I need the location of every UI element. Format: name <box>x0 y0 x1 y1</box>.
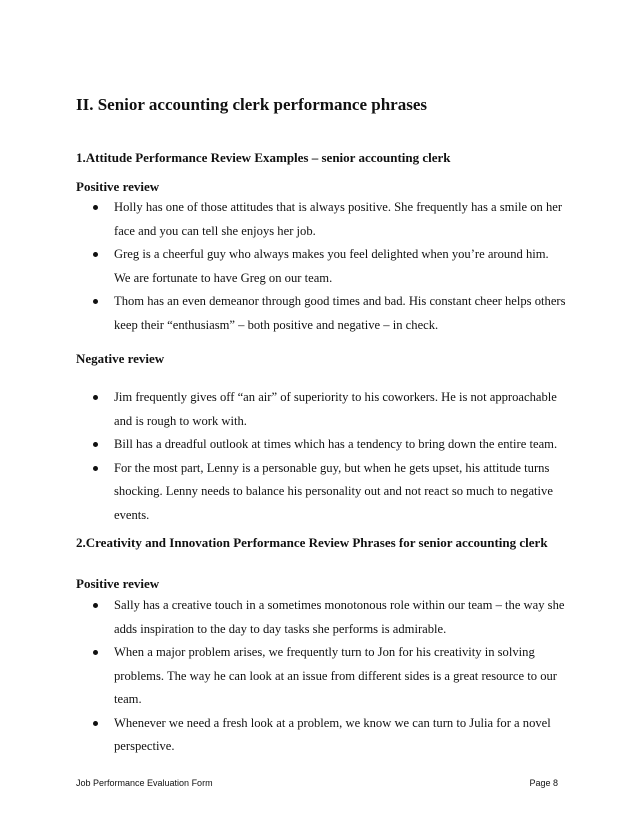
list-item-text: Jim frequently gives off “an air” of superiority to his coworkers. He is not approachable and is rough to work with. <box>114 390 557 428</box>
bullet-icon <box>93 603 98 608</box>
bullet-icon <box>93 252 98 257</box>
section-heading-attitude: 1.Attitude Performance Review Examples – senior accounting clerk <box>76 150 451 165</box>
list-item <box>76 433 566 457</box>
list-item <box>76 712 566 759</box>
list-item-text: Thom has an even demeanor through good times and bad. His constant cheer helps others keep their “enthusiasm” – both positive and negative – in check. <box>114 294 566 332</box>
page-title: II. Senior accounting clerk performance phrases <box>76 95 427 114</box>
list-item <box>76 641 566 712</box>
list-item <box>76 386 566 433</box>
list-item-text: Sally has a creative touch in a sometimes monotonous role within our team – the way she adds inspiration to the day to day tasks she performs is admirable. <box>114 598 565 636</box>
section-heading-creativity: 2.Creativity and Innovation Performance Review Phrases for senior accounting clerk <box>76 535 548 550</box>
bullet-icon <box>93 466 98 471</box>
bullet-icon <box>93 721 98 726</box>
attitude-negative-list <box>76 386 566 527</box>
list-item-text: Whenever we need a fresh look at a problem, we know we can turn to Julia for a novel perspective. <box>114 715 551 753</box>
list-item-text: Holly has one of those attitudes that is always positive. She frequently has a smile on her face and you can tell she enjoys her job. <box>114 200 563 238</box>
positive-review-label: Positive review <box>76 179 160 194</box>
attitude-positive-list <box>76 196 566 337</box>
footer-document-title: Job Performance Evaluation Form <box>76 778 213 788</box>
list-item <box>76 594 566 641</box>
list-item-text: For the most part, Lenny is a personable guy, but when he gets upset, his attitude turns shocking. Lenny needs to balance his personality out and not react so much to negative events. <box>114 460 553 522</box>
bullet-icon <box>93 395 98 400</box>
list-item <box>76 457 566 528</box>
bullet-icon <box>93 205 98 210</box>
positive-review-label: Positive review <box>76 576 160 591</box>
list-item-text: When a major problem arises, we frequently turn to Jon for his creativity in solving problems. The way he can look at an issue from different sides is a great resource to our team. <box>114 645 557 706</box>
footer-page-number: Page 8 <box>529 778 558 788</box>
negative-review-label: Negative review <box>76 351 165 366</box>
bullet-icon <box>93 650 98 655</box>
bullet-icon <box>93 299 98 304</box>
creativity-positive-list <box>76 594 566 759</box>
list-item-text: Greg is a cheerful guy who always makes you feel delighted when you’re around him. We are fortunate to have Greg on our team. <box>114 247 549 285</box>
list-item <box>76 290 566 337</box>
list-item <box>76 196 566 243</box>
list-item-text: Bill has a dreadful outlook at times which has a tendency to bring down the entire team. <box>114 437 558 451</box>
bullet-icon <box>93 442 98 447</box>
list-item <box>76 243 566 290</box>
